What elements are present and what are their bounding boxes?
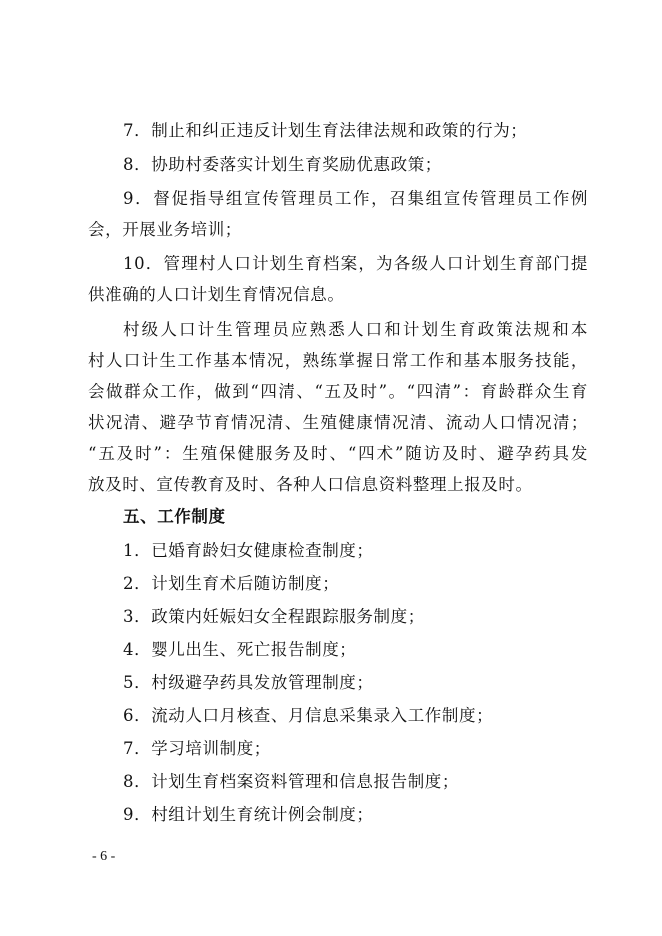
system-item-6: 6．流动人口月核查、月信息采集录入工作制度； (123, 706, 494, 725)
system-item-4: 4．婴儿出生、死亡报告制度； (123, 640, 357, 659)
system-item-2: 2．计划生育术后随访制度； (123, 574, 340, 593)
paragraph-line-4: 状况清、避孕节育情况清、生殖健康情况清、流动人口情况清； (88, 413, 588, 432)
paragraph-line-3: 会做群众工作，做到“四清、“五及时”。“四清”：育龄群众生育 (88, 382, 588, 401)
system-item-3: 3．政策内妊娠妇女全程跟踪服务制度； (123, 607, 425, 626)
system-item-8: 8．计划生育档案资料管理和信息报告制度； (123, 772, 459, 791)
system-item-7: 7．学习培训制度； (123, 739, 271, 758)
paragraph-line-5: “五及时”：生殖保健服务及时、“四术”随访及时、避孕药具发 (88, 444, 588, 463)
page-number: - 6 - (92, 849, 116, 864)
section-heading-work-system: 五、工作制度 (123, 507, 226, 526)
list-item-9-line-2: 会，开展业务培训； (88, 220, 242, 239)
list-item-7-stop-violations: 7．制止和纠正违反计划生育法律法规和政策的行为； (123, 121, 528, 140)
system-item-9: 9．村组计划生育统计例会制度； (123, 805, 374, 824)
list-item-10-line-1: 10．管理村人口计划生育档案，为各级人口计划生育部门提 (123, 254, 588, 273)
paragraph-line-2: 村人口计生工作基本情况，熟练掌握日常工作和基本服务技能， (88, 351, 588, 370)
list-item-9-line-1: 9．督促指导组宣传管理员工作，召集组宣传管理员工作例 (123, 189, 588, 208)
paragraph-line-6: 放及时、宣传教育及时、各种人口信息资料整理上报及时。 (88, 475, 533, 494)
system-item-5: 5．村级避孕药具发放管理制度； (123, 673, 374, 692)
list-item-8-assist-incentives: 8．协助村委落实计划生育奖励优惠政策； (123, 155, 442, 174)
system-item-1: 1．已婚育龄妇女健康检查制度； (123, 541, 374, 560)
list-item-10-line-2: 供准确的人口计划生育情况信息。 (88, 285, 345, 304)
paragraph-line-1: 村级人口计生管理员应熟悉人口和计划生育政策法规和本 (123, 320, 588, 339)
